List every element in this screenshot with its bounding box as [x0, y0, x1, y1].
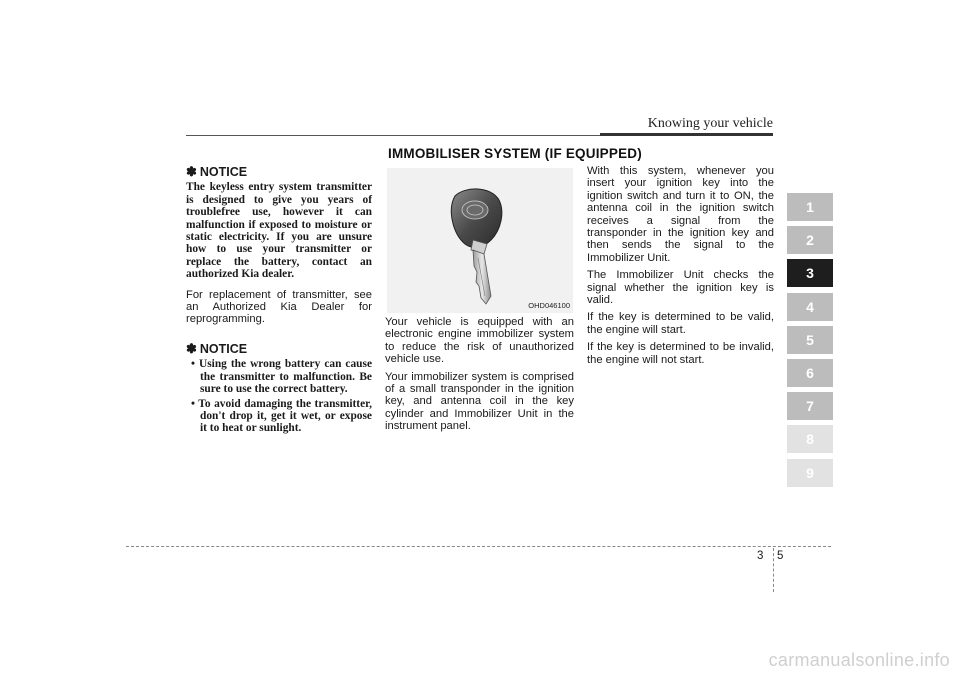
notice-bullet: • To avoid damaging the transmitter, don't drop it, get it wet, or expose it to heat or sunlight. [191, 397, 372, 435]
chapter-tab-9[interactable]: 9 [787, 459, 833, 487]
chapter-tab-2[interactable]: 2 [787, 226, 833, 254]
right-paragraph-3: If the key is determined to be valid, the engine will start. [587, 311, 774, 336]
notice-label-2: NOTICE [199, 341, 248, 356]
chapter-tab-4[interactable]: 4 [787, 293, 833, 321]
key-figure [387, 168, 573, 313]
header-title: Knowing your vehicle [647, 116, 773, 131]
section-title: IMMOBILISER SYSTEM (IF EQUIPPED) [388, 146, 642, 161]
notice-text: For replacement of transmitter, see an Authorized Kia Dealer for reprogramming. [186, 288, 372, 326]
chapter-tab-7[interactable]: 7 [787, 392, 833, 420]
chapter-tab-1[interactable]: 1 [787, 193, 833, 221]
notice-heading-2 [186, 340, 372, 356]
header-rule-accent [600, 133, 773, 136]
chapter-tab-3[interactable]: 3 [787, 259, 833, 287]
footer-divider [773, 548, 774, 592]
notice-bullets [186, 358, 372, 434]
middle-column [385, 316, 574, 438]
figure-code: OHD046100 [528, 301, 570, 310]
left-column [186, 166, 372, 437]
page-number: 5 [777, 550, 784, 562]
middle-paragraph-1: Your vehicle is equipped with an electronic engine immobilizer system to reduce the risk of unauthorized vehicle use. [385, 316, 574, 366]
page-chapter-number: 3 [757, 550, 764, 562]
middle-paragraph-2: Your immobilizer system is comprised of a small transponder in the ignition key, and antenna coil in the key cylinder and Immobilizer Unit in the instrument panel. [385, 370, 574, 433]
right-paragraph-2: The Immobilizer Unit checks the signal whether the ignition key is valid. [587, 269, 774, 307]
right-column [587, 165, 774, 371]
notice-bold-text: The keyless entry system transmitter is designed to give you years of troublefree use, however it can malfunction if exposed to moisture or static electricity. If you are unsure how to use your transmitter or replace the battery, contact an authorized Kia dealer. [186, 181, 372, 281]
ignition-key-icon [387, 168, 573, 313]
notice-bullet: • Using the wrong battery can cause the transmitter to malfunction. Be sure to use the correct battery. [191, 358, 372, 396]
right-paragraph-1: With this system, whenever you insert your ignition key into the ignition switch and turn it to ON, the antenna coil in the ignition switch receives a signal from the transponder in the ignition key and then sends the signal to the Immobilizer Unit. [587, 165, 774, 264]
notice-label: NOTICE [199, 165, 248, 179]
chapter-tab-6[interactable]: 6 [787, 359, 833, 387]
notice-heading [186, 166, 372, 178]
chapter-tab-8[interactable]: 8 [787, 425, 833, 453]
chapter-tabs [787, 193, 833, 492]
footer-rule [126, 546, 831, 547]
notice-star-icon: ✽ [186, 340, 197, 356]
notice-star-icon: ✽ [186, 164, 197, 179]
chapter-tab-5[interactable]: 5 [787, 326, 833, 354]
watermark: carmanualsonline.info [768, 650, 950, 670]
right-paragraph-4: If the key is determined to be invalid, the engine will not start. [587, 341, 774, 366]
